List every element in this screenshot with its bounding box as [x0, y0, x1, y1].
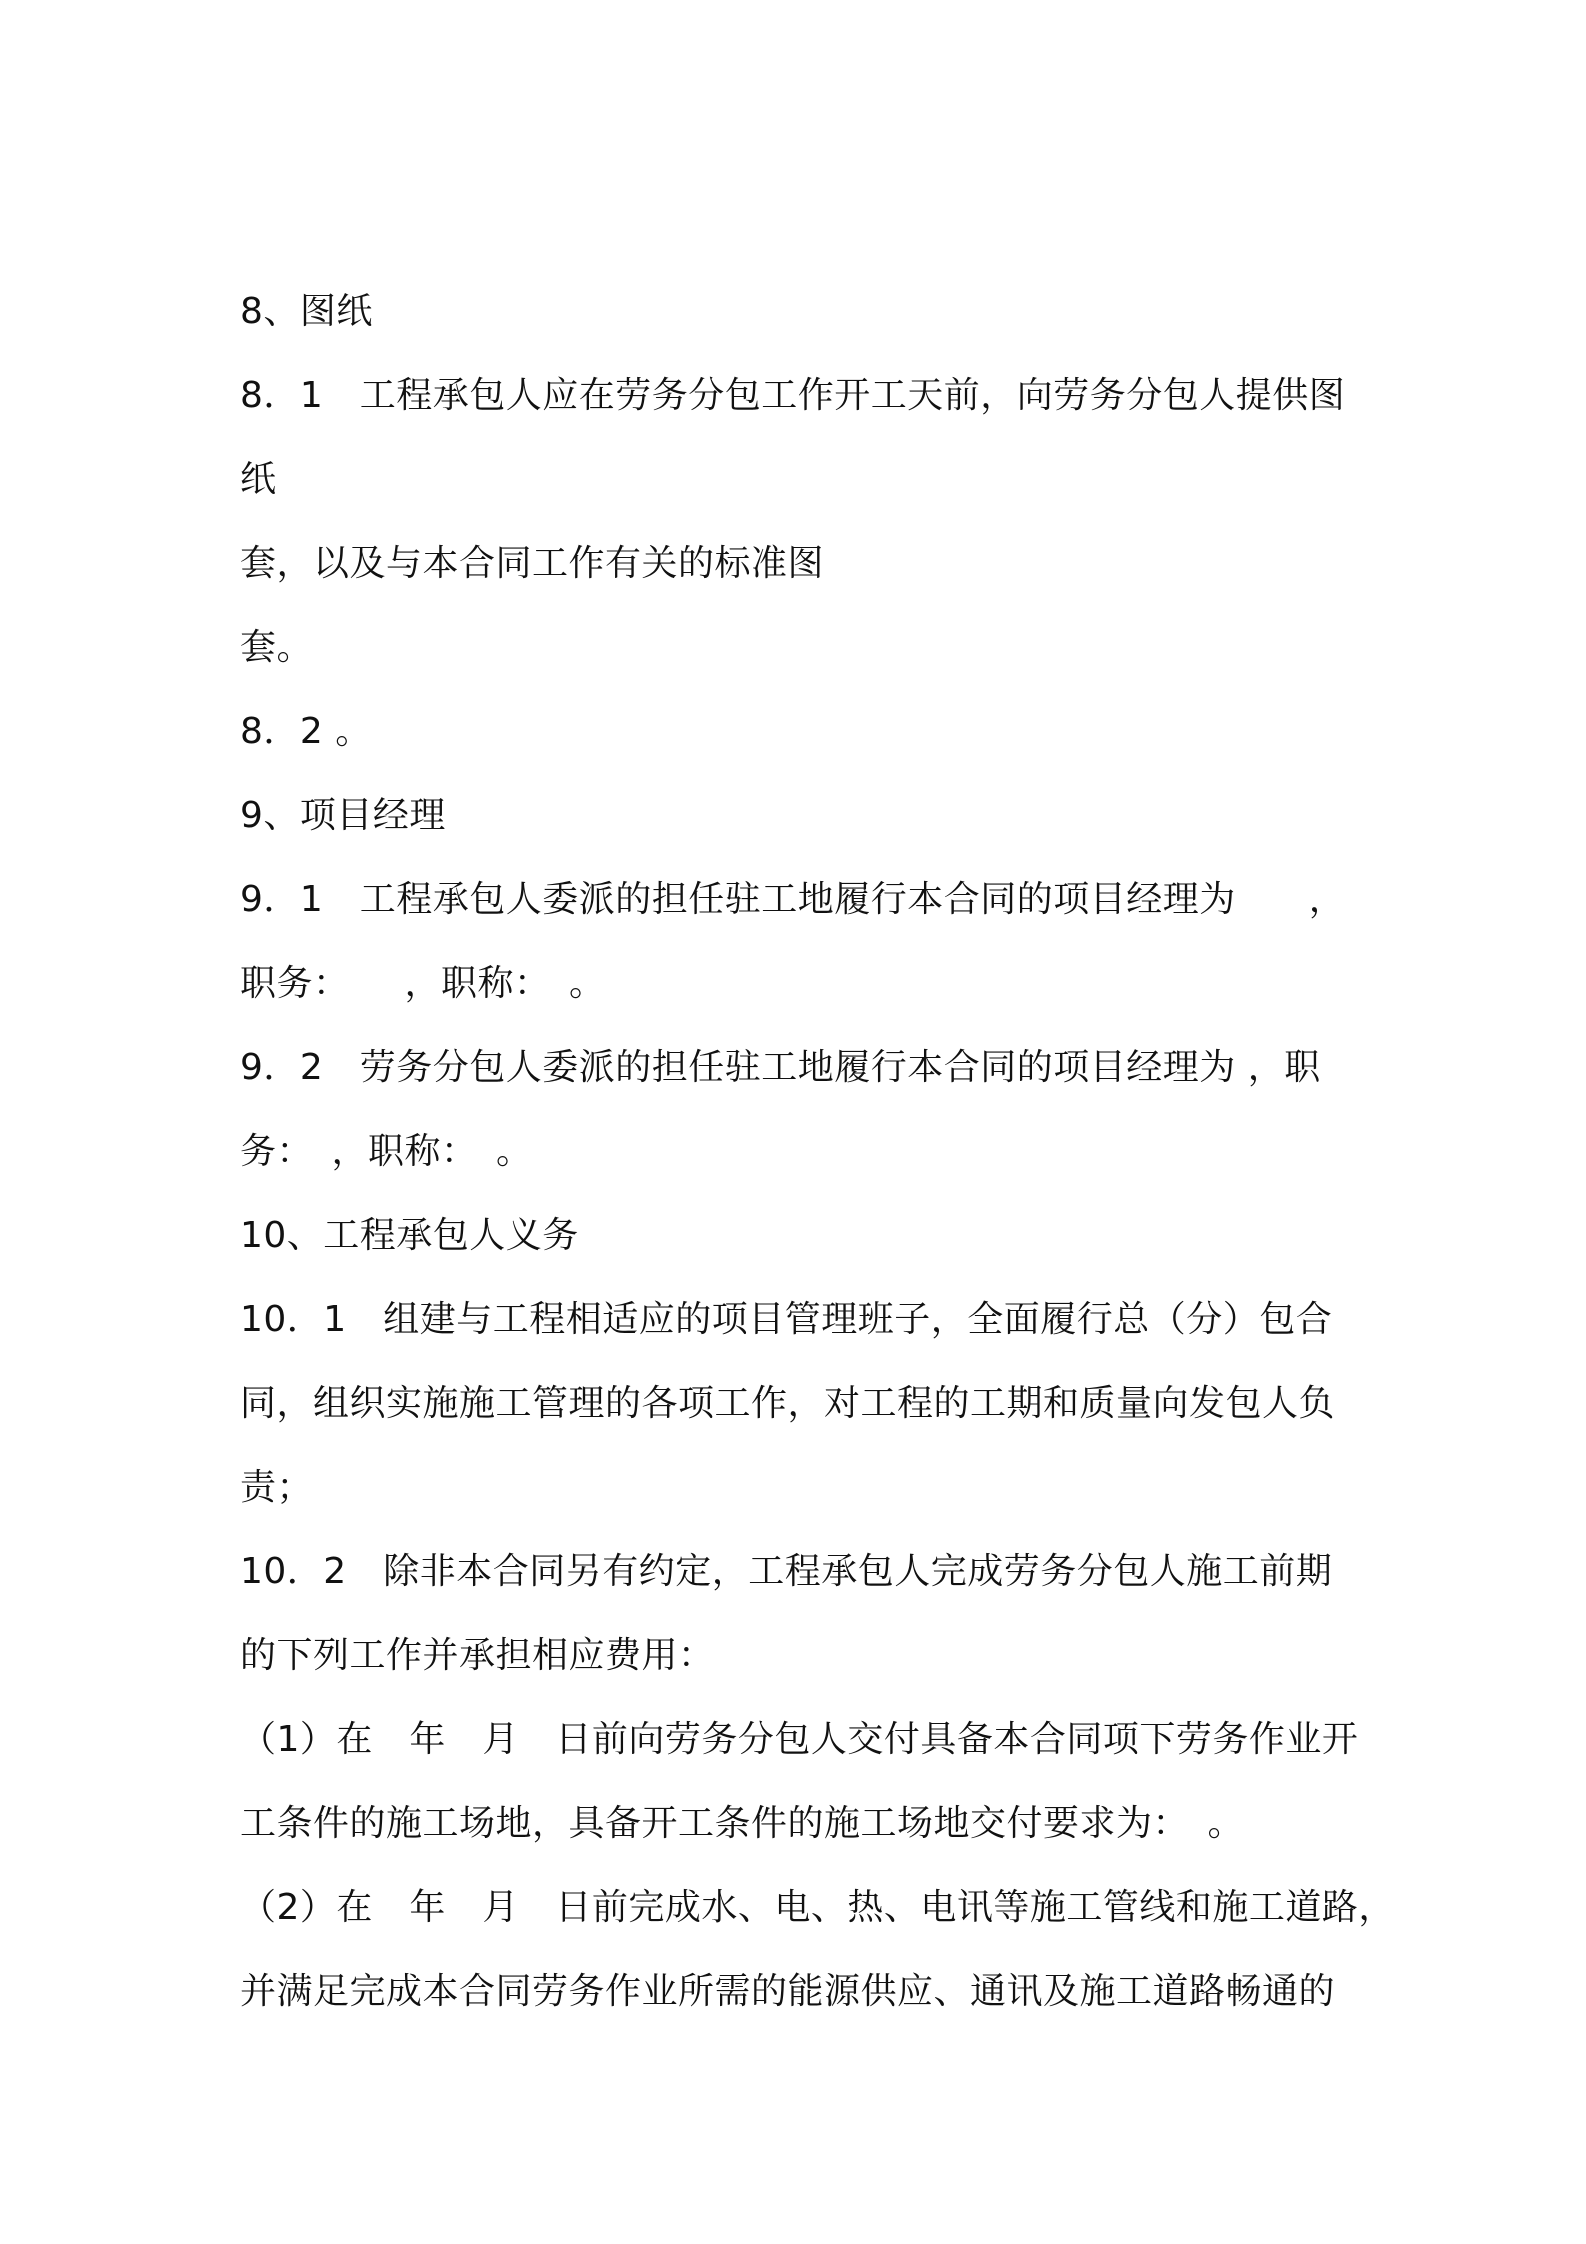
item-2-cont: 并满足完成本合同劳务作业所需的能源供应、通讯及施工道路畅通的: [240, 1971, 1336, 2012]
item-1-cont: 工条件的施工场地，具备开工条件的施工场地交付要求为： 。: [240, 1803, 1245, 1844]
clause-9-1-cont: 职务： ，职称： 。: [240, 963, 606, 1004]
heading-10-obligations: 10、工程承包人义务: [240, 1215, 579, 1256]
heading-8-drawings: 8、图纸: [240, 291, 373, 332]
clause-8-2: 8．2 。: [240, 711, 372, 752]
clause-10-1-cont-1: 同，组织实施施工管理的各项工作，对工程的工期和质量向发包人负: [240, 1383, 1336, 1424]
clause-8-1-cont-1: 纸: [240, 459, 277, 500]
clause-8-1-cont-2: 套，以及与本合同工作有关的标准图: [240, 543, 825, 584]
clause-8-1: 8．1 工程承包人应在劳务分包工作开工天前，向劳务分包人提供图: [240, 375, 1346, 416]
clause-10-1: 10．1 组建与工程相适应的项目管理班子，全面履行总（分）包合: [240, 1299, 1333, 1340]
clause-9-2-cont: 务： ，职称： 。: [240, 1131, 533, 1172]
item-1: （1）在 年 月 日前向劳务分包人交付具备本合同项下劳务作业开: [240, 1719, 1359, 1760]
clause-10-2-cont: 的下列工作并承担相应费用：: [240, 1635, 715, 1676]
clause-10-2: 10．2 除非本合同另有约定，工程承包人完成劳务分包人施工前期: [240, 1551, 1333, 1592]
clause-10-1-cont-2: 责；: [240, 1467, 314, 1508]
clause-8-1-cont-3: 套。: [240, 627, 314, 668]
item-2: （2）在 年 月 日前完成水、电、热、电讯等施工管线和施工道路，: [240, 1887, 1395, 1928]
clause-9-1: 9．1 工程承包人委派的担任驻工地履行本合同的项目经理为 ，: [240, 879, 1346, 920]
heading-9-project-manager: 9、项目经理: [240, 795, 446, 836]
clause-9-2: 9．2 劳务分包人委派的担任驻工地履行本合同的项目经理为 ，职: [240, 1047, 1321, 1088]
